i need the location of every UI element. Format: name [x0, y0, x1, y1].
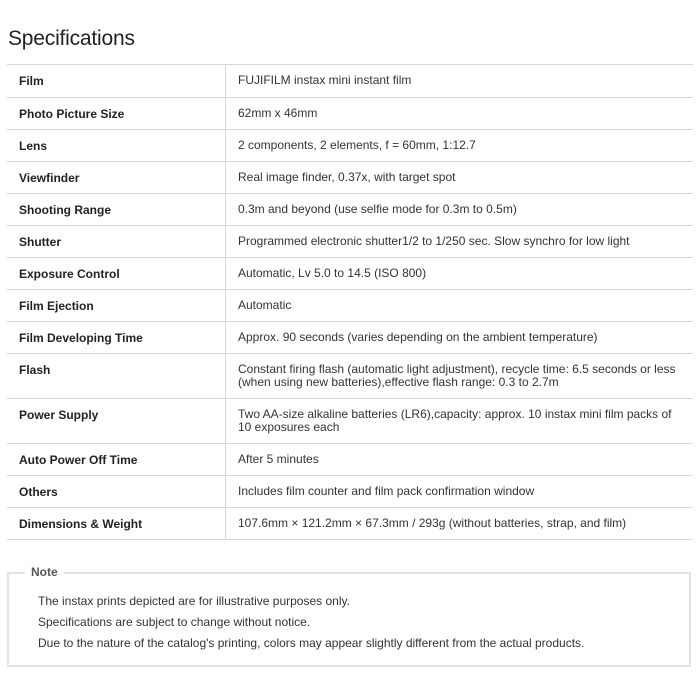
- page-title: Specifications: [8, 27, 135, 50]
- spec-value: FUJIFILM instax mini instant film: [238, 73, 412, 87]
- spec-label: Photo Picture Size: [7, 98, 226, 129]
- spec-label: Dimensions & Weight: [7, 508, 226, 539]
- note-line: Due to the nature of the catalog's printing, colors may appear slightly different from the actual products.: [38, 636, 585, 650]
- spec-row-auto-power-off-time: [7, 444, 693, 476]
- spec-label: Flash: [7, 354, 226, 398]
- spec-label: Viewfinder: [7, 162, 226, 193]
- spec-label: Others: [7, 476, 226, 507]
- spec-row-shutter: [7, 226, 693, 258]
- spec-label: Film: [7, 65, 226, 97]
- spec-row-shooting-range: [7, 194, 693, 226]
- spec-value: Includes film counter and film pack confirmation window: [238, 484, 535, 498]
- note-list: [38, 594, 584, 657]
- specifications-table: [7, 64, 693, 540]
- spec-value: Constant firing flash (automatic light adjustment), recycle time: 6.5 seconds or less (when using new batteries),effective flash range: 0.3 to 2.7m: [238, 362, 676, 389]
- spec-value: Approx. 90 seconds (varies depending on the ambient temperature): [238, 330, 598, 344]
- note-line: The instax prints depicted are for illustrative purposes only.: [38, 594, 350, 608]
- spec-row-film-developing-time: [7, 322, 693, 354]
- spec-label: Exposure Control: [7, 258, 226, 289]
- spec-row-viewfinder: [7, 162, 693, 194]
- spec-value: 2 components, 2 elements, f = 60mm, 1:12.7: [238, 138, 476, 152]
- spec-value: Two AA-size alkaline batteries (LR6),capacity: approx. 10 instax mini film packs of 10 exposures each: [238, 407, 672, 434]
- spec-label: Shutter: [7, 226, 226, 257]
- spec-value: 0.3m and beyond (use selfie mode for 0.3m to 0.5m): [238, 202, 517, 216]
- spec-row-dimensions-weight: [7, 508, 693, 540]
- spec-value: After 5 minutes: [238, 452, 319, 466]
- spec-label: Lens: [7, 130, 226, 161]
- spec-row-flash: [7, 354, 693, 399]
- note-line: Specifications are subject to change without notice.: [38, 615, 311, 629]
- spec-label: Film Ejection: [7, 290, 226, 321]
- spec-value: Programmed electronic shutter1/2 to 1/250 sec. Slow synchro for low light: [238, 234, 630, 248]
- spec-row-others: [7, 476, 693, 508]
- spec-value: Automatic: [238, 298, 292, 312]
- spec-row-power-supply: [7, 399, 693, 444]
- spec-row-exposure-control: [7, 258, 693, 290]
- spec-label: Film Developing Time: [7, 322, 226, 353]
- spec-label: Power Supply: [7, 399, 226, 443]
- note-title: Note: [25, 565, 64, 579]
- spec-row-lens: [7, 130, 693, 162]
- spec-row-photo-picture-size: [7, 98, 693, 130]
- spec-value: Real image finder, 0.37x, with target spot: [238, 170, 456, 184]
- spec-value: Automatic, Lv 5.0 to 14.5 (ISO 800): [238, 266, 427, 280]
- note-box: [7, 565, 691, 667]
- spec-row-film: [7, 65, 693, 98]
- spec-label: Auto Power Off Time: [7, 444, 226, 475]
- spec-label: Shooting Range: [7, 194, 226, 225]
- spec-row-film-ejection: [7, 290, 693, 322]
- spec-value: 62mm x 46mm: [238, 106, 318, 120]
- spec-value: 107.6mm × 121.2mm × 67.3mm / 293g (without batteries, strap, and film): [238, 516, 627, 530]
